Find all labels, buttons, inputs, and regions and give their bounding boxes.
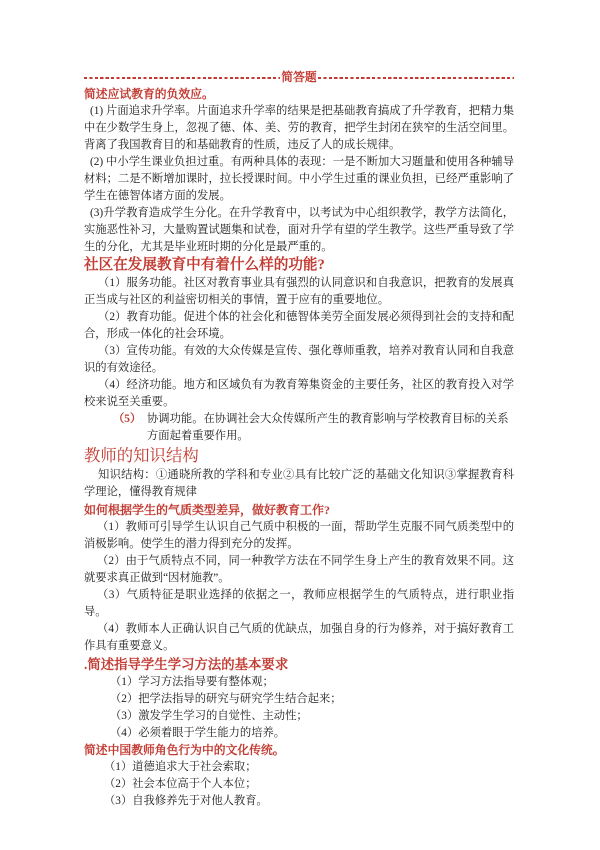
- list-item-highlighted: [84, 411, 514, 445]
- section-community-functions: [84, 256, 514, 445]
- list-item: （2）把学法指导的研究与研究学生结合起来；: [110, 693, 342, 705]
- section-heading: 教师的知识结构: [84, 446, 199, 465]
- list-item: （1）道德追求大于社会索取；: [104, 761, 257, 773]
- list-item: （3）气质特征是职业选择的依据之一，教师应根据学生的气质特点，进行职业指导。: [84, 589, 514, 618]
- divider-dash-right: [318, 77, 514, 79]
- section-teacher-knowledge: [84, 445, 514, 501]
- section-negative-effects: [84, 86, 514, 256]
- list-item-marker: （5）: [113, 413, 142, 425]
- divider-dash-left: [84, 77, 280, 79]
- paragraph: 知识结构：①通晓所教的学科和专业②具有比较广泛的基础文化知识③掌握教育科学理论，懂得教育规律: [84, 469, 514, 498]
- list-item: （3）自我修养先于对他人教育。: [104, 795, 268, 807]
- section-heading: 社区在发展教育中有着什么样的功能?: [84, 257, 325, 273]
- section-temperament-types: [84, 501, 514, 655]
- list-item: （3）激发学生学习的自觉性、主动性；: [110, 710, 308, 722]
- list-item: （4）经济功能。地方和区域负有为教育筹集资金的主要任务，社区的教育投入对学校来说至关重要。: [84, 379, 514, 408]
- list-item: （4）必须着眼于学生能力的培养。: [110, 727, 286, 739]
- section-heading: 简述中国教师角色行为中的文化传统。: [84, 743, 285, 757]
- section-heading: .简述指导学生学习方法的基本要求: [84, 657, 289, 672]
- list-item: （3）宣传功能。有效的大众传媒是宣传、强化尊师重教，培养对教育认同和自我意识的有效途径。: [84, 345, 514, 374]
- list-item: （2）社会本位高于个人本位；: [104, 778, 257, 790]
- section-heading: 简述应试教育的负效应。: [84, 87, 214, 101]
- paragraph: (1) 片面追求升学率。片面追求升学率的结果是把基础教育搞成了升学教育，把精力集中在少数学生身上，忽视了德、体、美、劳的教育，把学生封闭在狭窄的生活空间里。背离了我国教育目的和基础教育的性质，违反了人的成长规律。: [84, 105, 514, 151]
- paragraph: (3)升学教育造成学生分化。在升学教育中，以考试为中心组织教学，教学方法简化，实施恶性补习，大量购置试题集和试卷，面对升学有望的学生教学。这些严重导致了学生的分化，尤其是毕业班时期的分化是最严重的。: [84, 207, 514, 253]
- divider-title: 简答题: [281, 70, 317, 84]
- list-item: （2）由于气质特点不同，同一种教学方法在不同学生身上产生的教育效果不同。这就要求真正做到“因材施教”。: [84, 555, 514, 584]
- list-item-text: 协调功能。在协调社会大众传媒所产生的教育影响与学校教育目标的关系方面起着重要作用。: [147, 413, 509, 442]
- paragraph: (2) 中小学生课业负担过重。有两种具体的表现：一是不断加大习题量和使用各种辅导材料；二是不断增加课时，拉长授课时间。中小学生过重的课业负担，已经严重影响了学生在德智体诸方面的发展。: [84, 156, 514, 202]
- list-item: （4）教师本人正确认识自己气质的优缺点，加强自身的行为修养，对于搞好教育工作具有重要意义。: [84, 623, 514, 652]
- list-item: （1）服务功能。社区对教育事业具有强烈的认同意识和自我意识，把教育的发展真正当成与社区的利益密切相关的事情，置于应有的重要地位。: [84, 277, 514, 306]
- list-item: （1）教师可引导学生认识自己气质中积极的一面，帮助学生克服不同气质类型中的消极影响。使学生的潜力得到充分的发挥。: [84, 521, 514, 550]
- list-item: （2）教育功能。促进个体的社会化和德智体美劳全面发展必须得到社会的支持和配合，形成一体化的社会环境。: [84, 311, 514, 340]
- list-item: （1）学习方法指导要有整体观；: [110, 676, 274, 688]
- section-cultural-tradition: [84, 742, 514, 810]
- section-divider: [84, 69, 514, 86]
- section-heading: 如何根据学生的气质类型差异，做好教育工作?: [84, 503, 331, 517]
- section-study-method-guidance: [84, 655, 514, 742]
- document-content: [84, 69, 514, 810]
